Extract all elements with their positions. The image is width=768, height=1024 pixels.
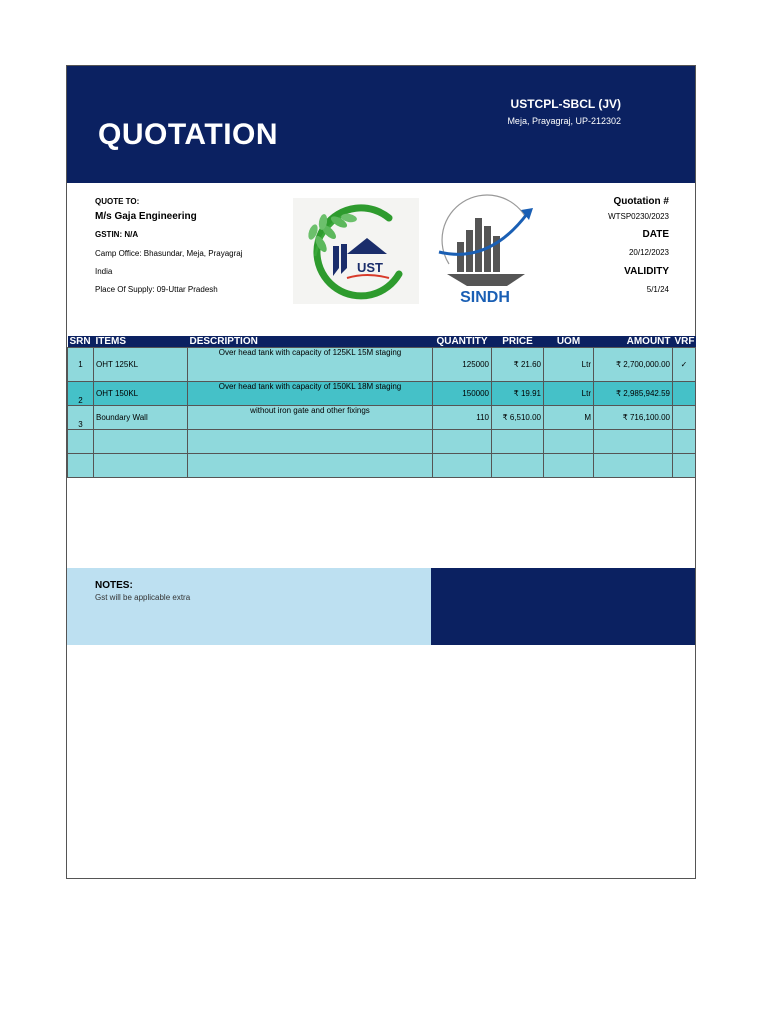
table-row — [68, 382, 696, 406]
client-camp-office: Camp Office: Bhasundar, Meja, Prayagraj — [95, 249, 243, 258]
sindh-logo — [429, 194, 541, 306]
cell-uom: Ltr — [544, 348, 594, 382]
cell-quantity: 125000 — [433, 348, 492, 382]
cell-description: Over head tank with capacity of 150KL 18M staging — [188, 382, 433, 406]
notes-panel — [67, 568, 431, 645]
notes-text: Gst will be applicable extra — [95, 593, 191, 602]
page-title: QUOTATION — [98, 118, 279, 151]
client-name: M/s Gaja Engineering — [95, 211, 197, 222]
cell-price: ₹ 6,510.00 — [492, 406, 544, 430]
cell-price: ₹ 21.60 — [492, 348, 544, 382]
cell-uom: Ltr — [544, 382, 594, 406]
col-header-price: PRICE — [492, 336, 544, 348]
company-name: USTCPL-SBCL (JV) — [510, 97, 621, 111]
cell-vrf-checkmark[interactable]: ✓ — [673, 348, 696, 382]
client-gstin: GSTIN: N/A — [95, 230, 139, 239]
table-header-row — [68, 336, 696, 348]
header-banner — [67, 66, 695, 183]
col-header-amount: AMOUNT — [594, 336, 673, 348]
cell-uom: M — [544, 406, 594, 430]
cell-vrf[interactable] — [673, 382, 696, 406]
quotation-number: WTSP0230/2023 — [608, 212, 669, 221]
cell-srn: 2 — [68, 382, 94, 406]
cell-item: Boundary Wall — [94, 406, 188, 430]
client-country: India — [95, 267, 113, 276]
items-table — [67, 336, 696, 478]
quotation-number-label: Quotation # — [613, 196, 669, 207]
cell-description: without iron gate and other fixings — [188, 406, 433, 430]
col-header-quantity: QUANTITY — [433, 336, 492, 348]
col-header-srn: SRN — [68, 336, 94, 348]
cell-srn: 1 — [68, 348, 94, 382]
cell-vrf[interactable] — [673, 406, 696, 430]
col-header-description: DESCRIPTION — [188, 336, 433, 348]
cell-amount: ₹ 2,700,000.00 — [594, 348, 673, 382]
col-header-items: ITEMS — [94, 336, 188, 348]
ust-logo-text: UST — [357, 260, 383, 275]
place-of-supply: Place Of Supply: 09-Uttar Pradesh — [95, 285, 218, 294]
ust-logo — [293, 198, 419, 304]
cell-price: ₹ 19.91 — [492, 382, 544, 406]
validity-label: VALIDITY — [624, 266, 669, 277]
table-row-empty — [68, 430, 696, 454]
table-row-empty — [68, 454, 696, 478]
date-value: 20/12/2023 — [628, 248, 669, 257]
quotation-sheet — [66, 65, 696, 879]
col-header-uom: UOM — [544, 336, 594, 348]
company-address: Meja, Prayagraj, UP-212302 — [507, 116, 621, 126]
totals-panel — [431, 568, 695, 645]
cell-amount: ₹ 716,100.00 — [594, 406, 673, 430]
col-header-vrf: VRF — [674, 336, 695, 347]
table-row — [68, 406, 696, 430]
cell-amount: ₹ 2,985,942.59 — [594, 382, 673, 406]
quote-to-label: QUOTE TO: — [95, 197, 140, 206]
cell-quantity: 110 — [433, 406, 492, 430]
cell-srn: 3 — [68, 406, 94, 430]
cell-quantity: 150000 — [433, 382, 492, 406]
sindh-logo-text: SINDH — [460, 289, 510, 306]
table-row — [68, 348, 696, 382]
cell-item: OHT 125KL — [94, 348, 188, 382]
validity-value: 5/1/24 — [646, 285, 669, 294]
notes-title: NOTES: — [95, 580, 133, 591]
cell-item: OHT 150KL — [94, 382, 188, 406]
cell-description: Over head tank with capacity of 125KL 15M staging — [188, 348, 433, 382]
date-label: DATE — [642, 229, 669, 240]
